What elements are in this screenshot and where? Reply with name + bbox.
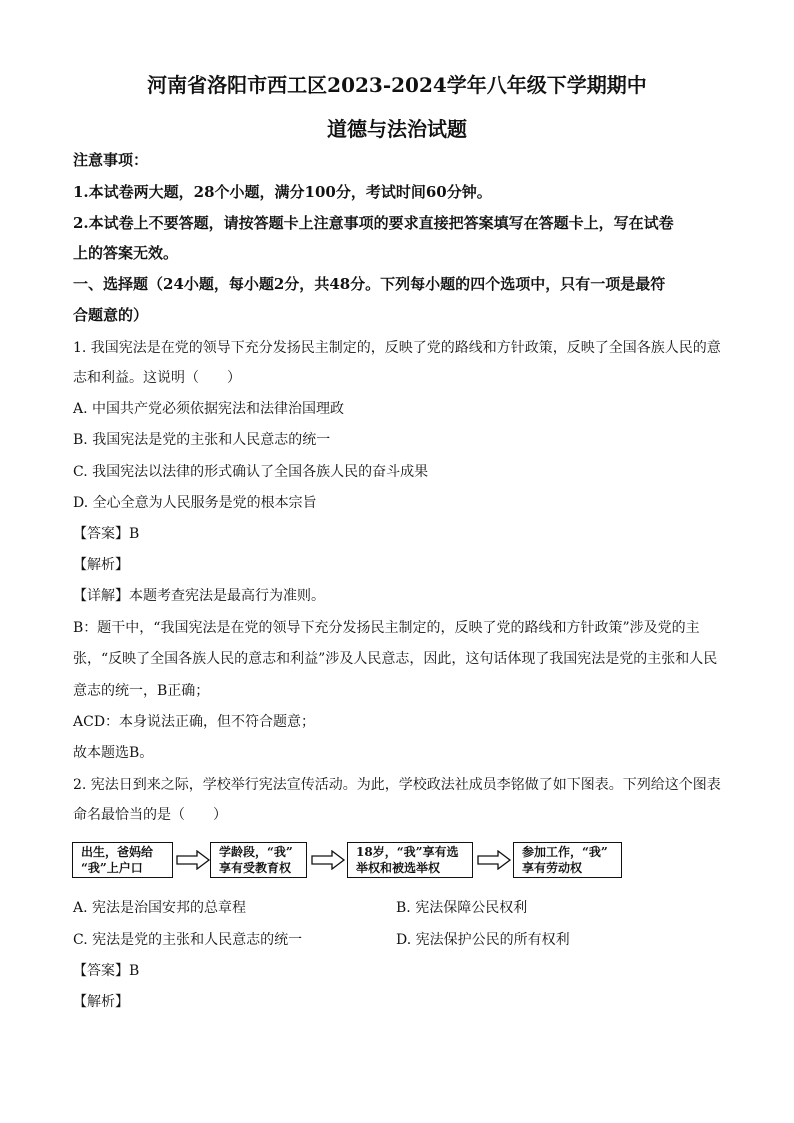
answer-value: B (129, 526, 140, 542)
flow-box-work (513, 842, 622, 878)
q2-stem: 2. 宪法日到来之际，学校举行宪法宣传活动。为此，学校政法社成员李铭做了如下图表。下列给这个图表 (73, 777, 721, 793)
answer-tag: 【答案】 (73, 963, 129, 979)
arrow-right-icon (175, 850, 211, 870)
flow-box-line: 参加工作，“我” (522, 845, 608, 859)
q1-option-b: B. 我国宪法是党的主张和人民意志的统一 (73, 432, 331, 448)
flow-box-school-age (210, 842, 307, 878)
q2-stem-cont: 命名最恰当的是（ ） (73, 807, 227, 823)
q1-analysis-tag: 【解析】 (73, 557, 129, 573)
flow-box-birth (72, 842, 173, 878)
q1-explanation-1: B：题干中，“我国宪法是在党的领导下充分发扬民主制定的，反映了党的路线和方针政策”涉及党的主 (73, 620, 700, 636)
exam-title: 河南省洛阳市西工区2023-2024学年八年级下学期期中 (147, 73, 647, 97)
q1-detail (73, 586, 325, 606)
q1-option-d: D. 全心全意为人民服务是党的根本宗旨 (73, 495, 317, 511)
flow-box-line: 享有劳动权 (522, 861, 583, 875)
q2-answer (73, 961, 139, 981)
flow-box-line: 18岁，“我”享有选 (356, 845, 459, 859)
q1-answer (73, 524, 139, 544)
notice-item-2-cont: 上的答案无效。 (73, 244, 179, 262)
detail-text: 本题考查宪法是最高行为准则。 (129, 588, 325, 604)
section-heading: 一、选择题（24小题，每小题2分，共48分。下列每小题的四个选项中，只有一项是最符 (73, 275, 666, 293)
q2-option-a: A. 宪法是治国安邦的总章程 (73, 900, 247, 916)
q2-option-d: D. 宪法保护公民的所有权利 (396, 932, 570, 948)
detail-tag: 【详解】 (73, 588, 129, 604)
flow-box-age-18 (347, 842, 473, 878)
q2-analysis-tag: 【解析】 (73, 994, 129, 1010)
arrow-right-icon (310, 850, 346, 870)
q1-explanation-2: 张，“反映了全国各族人民的意志和利益”涉及人民意志，因此，这句话体现了我国宪法是党的主张和人民 (73, 651, 718, 667)
arrow-right-icon (476, 850, 512, 870)
flow-box-line: 出生，爸妈给 (81, 845, 154, 859)
q1-option-c: C. 我国宪法以法律的形式确认了全国各族人民的奋斗成果 (73, 464, 429, 480)
notice-item-2: 2.本试卷上不要答题，请按答题卡上注意事项的要求直接把答案填写在答题卡上，写在试卷 (73, 214, 674, 232)
q1-stem: 1. 我国宪法是在党的领导下充分发扬民主制定的，反映了党的路线和方针政策，反映了全国各族人民的意 (73, 340, 721, 356)
flow-box-line: “我”上户口 (81, 861, 143, 875)
notice-item-1: 1.本试卷两大题，28个小题，满分100分，考试时间60分钟。 (73, 183, 492, 201)
q1-explanation-3: 意志的统一，B正确； (73, 683, 210, 699)
section-heading-cont: 合题意的） (73, 306, 149, 324)
q1-explanation-4: ACD：本身说法正确，但不符合题意； (73, 714, 316, 730)
q2-option-c: C. 宪法是党的主张和人民意志的统一 (73, 932, 303, 948)
flow-box-line: 举权和被选举权 (356, 861, 441, 875)
answer-tag: 【答案】 (73, 526, 129, 542)
notice-heading: 注意事项： (73, 151, 149, 169)
q2-option-b: B. 宪法保障公民权利 (396, 900, 528, 916)
q1-option-a: A. 中国共产党必须依据宪法和法律治国理政 (73, 401, 345, 417)
q1-stem-cont: 志和利益。这说明（ ） (73, 370, 241, 386)
flow-box-line: 享有受教育权 (219, 861, 292, 875)
answer-value: B (129, 963, 140, 979)
flow-box-line: 学龄段，“我” (219, 845, 293, 859)
exam-subtitle: 道德与法治试题 (327, 117, 467, 141)
q1-explanation-5: 故本题选B。 (73, 745, 154, 761)
